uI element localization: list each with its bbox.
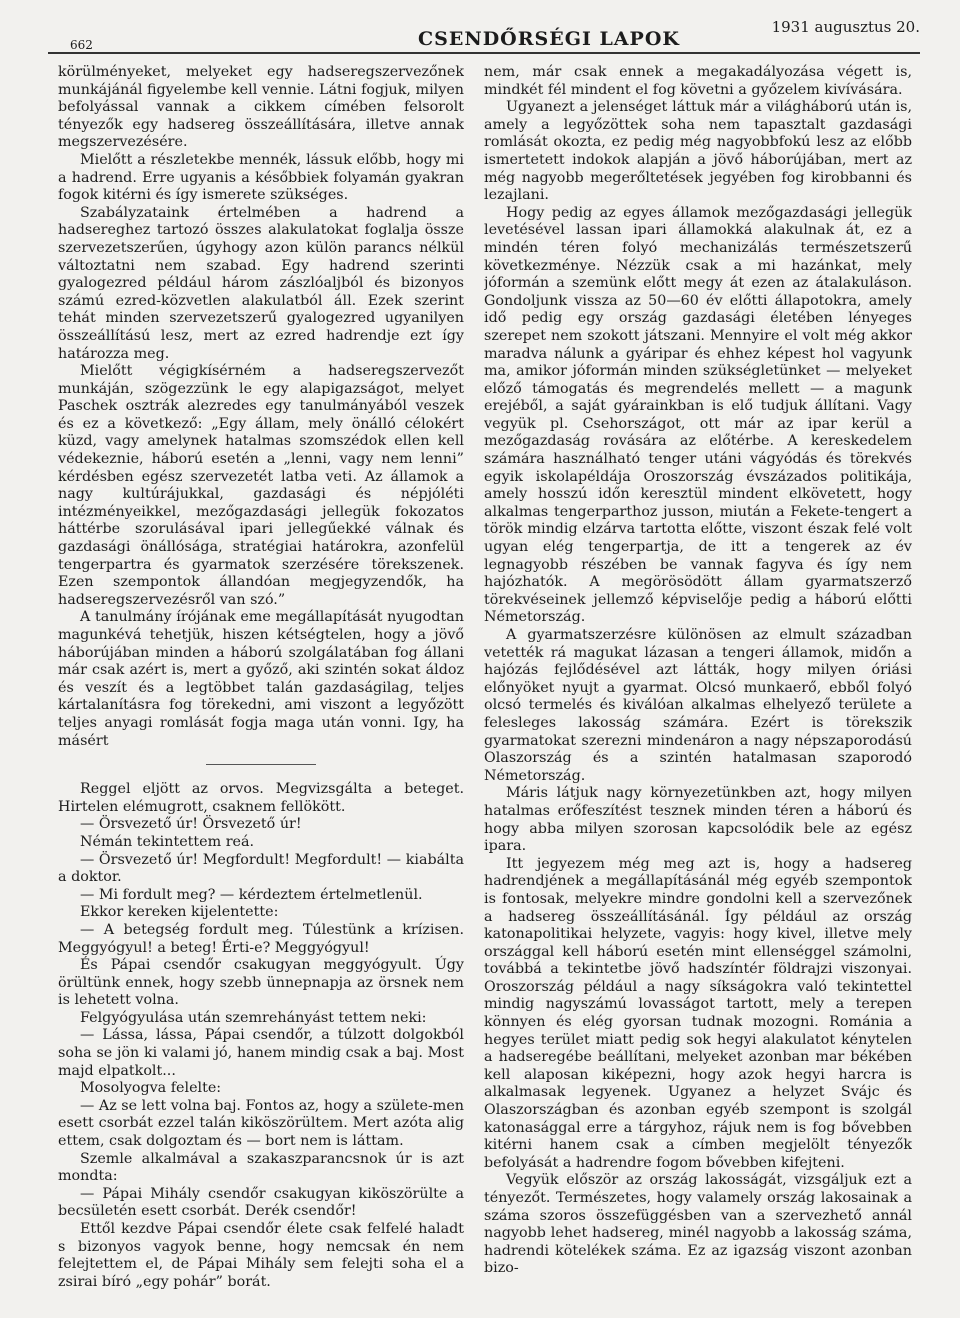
paragraph: Némán tekintettem reá. [80, 833, 255, 850]
story-continuation [58, 781, 464, 1291]
paragraph: Ettől kezdve Pápai csendőr élete csak felfelé haladt s bizonyos vagyok benne, hogy nemcsak én nem felejtettem el, de Pápai Mihály sem felejti soha el a zsirai bíró „egy pohár” borát. [58, 1221, 464, 1290]
paragraph: — Lássa, lássa, Pápai csendőr, a túlzott dolgokból soha se jön ki valami jó, hanem mindig csak a baj. Most majd elpatkolt... [58, 1027, 464, 1079]
paragraph: Hogy pedig az egyes államok mezőgazdasági jellegük levetésével lassan ipari államokká alakulnak át, ez a mindén téren folyó mechanizálás természetszerű következménye. Nézzük csak a mi hazánkat, mely jóformán a szemünk előtt megy át ezen az átalakuláson. Gondoljunk vissza az 50—60 év előtti állapotokra, amely idő pedig egy ország gazdasági életében lényeges szerepet nem szokott játszani. Mennyire el volt még akkor maradva nálunk a gyáripar és ehhez képest hol vagyunk ma, amikor jóformán minden szükségletünket — melyeket előző támogatás és megrendelés mellett — a magunk erejéből, a saját gyárainkban is elő tudjuk állítani. Vagy vegyük pl. Csehországot, ott már az ipar kerül a mezőgazdaság rovására az előtérbe. A kereskedelem számára használható tenger utáni vágyódás és törekvés egyik iskolapéldája Oroszország évszázados politikája, amely hosszú időn keresztül mindent elkövetett, hogy alkalmas tengerparthoz jusson, miután a Fekete-tengert a török mindig elzárva tartotta előtte, viszont észak felé volt ugyan elég tengerpartja, de itt a tengerek az év legnagyobb részében be vannak fagyva és így nem hajózhatók. A megörösödött állam gyarmatszerző törekvéseinek jellemző képviselője pedig a háború előtti Németország. [484, 204, 912, 626]
paragraph: — Mi fordult meg? — kérdeztem értelmetlenül. [80, 886, 423, 903]
header-rule [48, 52, 920, 54]
section-divider [206, 764, 316, 765]
page-number: 662 [70, 38, 93, 52]
masthead-title: CSENDŐRSÉGI LAPOK [418, 28, 680, 50]
paragraph: körülményeket, melyeket egy hadseregszervezőnek munkájánál figyelembe kell vennie. Látni fogjuk, milyen befolyással vannak a cikkem címében felsorolt tényezők egy hadsereg összeállítására, illetve annak megszervezésére. [58, 64, 464, 151]
issue-date: 1931 augusztus 20. [771, 18, 920, 36]
paragraph: És Pápai csendőr csakugyan meggyógyult. Úgy örültünk ennek, hogy szebb ünnepnapja az örsnek nem is lehetett volna. [58, 957, 464, 1009]
paragraph: A gyarmatszerzésre különösen az elmult században vetették rá magukat lázasan a tengeri államok, midőn a hajózás fejlődésével azt látták, hogy milyen óriási előnyöket nyujt a gyarmat. Olcsó munkaerő, ebből folyó olcsó termelés és kiválóan alkalmas elhelyező területe a felesleges lakosság számára. Ezért is törekszik gyarmatokat szerezni mindenáron a nagy népszaporodású Olaszország és a szintén hatalmasan szaporodó Németország. [484, 627, 912, 784]
paragraph: — Örsvezető úr! Megfordult! Megfordult! — kiabálta a doktor. [58, 851, 464, 886]
paragraph: — Az se lett volna baj. Fontos az, hogy a születe-men esett csorbát ezzel talán kiköszörültem. Mert azóta alig ettem, csak dolgoztam és — bort nem is láttam. [58, 1097, 464, 1150]
paragraph: Ekkor kereken kijelentette: [80, 904, 279, 921]
paragraph: Mielőtt végigkísérném a hadseregszervezőt munkáján, szögezzünk le egy alapigazságot, melyet Paschek osztrák alezredes egy tanulmányából veszek és ez a következő: „Egy állam, mely önálló célokért küzd, vagy amelynek hatalmas szomszédok ellen kell védekeznie, háború esetén a „lenni, vagy nem lenni” kérdésben egész szervezetét latba veti. Az államok a nagy kultúrájukkal, gazdasági és népjóléti intézményeikkel, mezőgazdasági jellegük fokozatos háttérbe szorulásával ipari jellegűekké válnak és gazdasági önállósága, stratégiai határokra, azonfelül tengerpartra és gyarmatok szerzésére törekszenek. Ezen szempontok állandóan megjegyzendők, ha hadseregszervezésről van szó.” [58, 363, 464, 608]
paragraph: Szabályzataink értelmében a hadrend a hadsereghez tartozó összes alakulatokat foglalja össze szervezetszerűen, úgyhogy azon külön parancs nélkül változtatni nem szabad. Egy hadrend szerinti gyalogezred például három zászlóaljból és bizonyos számú ezred-közvetlen alakulatból áll. Ezek szerint tehát minden szervezetszerű gyalogezred ugyanilyen összeállítású lesz, mert az ezred hadrendje ezt így határozza meg. [58, 204, 464, 362]
paragraph: Mosolyogva felelte: [80, 1080, 222, 1097]
paragraph: — Pápai Mihály csendőr csakugyan kiköszörülte a becsületén esett csorbát. Derék csendőr! [58, 1185, 464, 1220]
paragraph: A tanulmány írójának eme megállapítását nyugodtan magunkévá tehetjük, hiszen kétségtelen, hogy a jövő háborújában minden a háború szolgálatában fog állani már csak azért is, mert a győző, aki szintén sokat áldoz és veszít és a legtöbbet talán gazdaságilag, teljes kártalanításra fog törekedni, ami viszont a legyőzött teljes anyagi romlását fogja maga után vonni. Igy, ha másért [58, 609, 464, 749]
paragraph: Reggel eljött az orvos. Megvizsgálta a beteget. Hirtelen elémugrott, csaknem fellökött. [58, 781, 464, 815]
essay-continuation [58, 64, 464, 750]
paragraph: Itt jegyezem még meg azt is, hogy a hadsereg hadrendjének a megállapításánál még egyéb szempontok is fontosak, melyekre mindre gondolni kell a szervezőnek a hadsereg összeállításánál. Így például az ország katonapolitikai helyzete, vagyis: hogy kivel, illetve mely országgal kell háború esetén mint ellenséggel számolni, továbbá a tekintetbe jövő hadszíntér földrajzi viszonyai. Oroszország például a nagy síkságokra való tekintettel mindig nagyszámú lovasságot tartott, mely a terepen könnyen és elég gyorsan tudnak mozogni. Románia a hegyes terület miatt pedig sok hegyi alakulatot kénytelen a hadseregébe beállítani, melyeket azonban mar békében kell alaposan kiképezni, hogy azok hegyi harcra is alkalmasak legyenek. Ugyanez a helyzet Svájc és Olaszországban és azonban egyéb szempont is szolgál katonasággal erre a tárgyhoz, rájuk nem is fog bővebben kitérni hanem csak a címben megjelölt tényezők befolyását a hadrendre fogom bővebben kifejteni. [484, 855, 912, 1171]
paragraph: Máris látjuk nagy környezetünkben azt, hogy milyen hatalmas erőfeszítést tesznek minden téren a háború és hogy abba milyen szorosan kapcsolódik bele az egész ipara. [484, 785, 912, 855]
paragraph: Vegyük először az ország lakosságát, vizsgáljuk ezt a tényezőt. Természetes, hogy valamely ország lakosainak a száma szoros összefüggésben van a szervezhető annál nagyobb lehet hadsereg, minél nagyobb a lakosság száma, hadrendi kötelékek száma. Ez az igazság viszont azonban bizo- [484, 1172, 912, 1277]
paragraph: Mielőtt a részletekbe mennék, lássuk előbb, hogy mi a hadrend. Erre ugyanis a későbbiek folyamán gyakran fogok kitérni és így ismerete szükséges. [58, 151, 464, 204]
paragraph: — A betegség fordult meg. Túlestünk a krízisen. Meggyógyul! a beteg! Érti-e? Meggyógyul! [58, 921, 464, 956]
left-column [58, 64, 464, 1296]
paragraph: Ugyanezt a jelenséget láttuk már a világháború után is, amely a legyőzöttek soha nem tapasztalt gazdasági romlását okozta, ez pedig még nagyobbfokú lesz az előbb ismertetett indokok alapján a jövő háborújában, mert az még nagyobb megerőltetések jegyében fog kirobbanni és lezajlani. [484, 99, 912, 204]
paragraph: Felgyógyulása után szemrehányást tettem neki: [80, 1009, 427, 1026]
paragraph: — Örsvezető úr! Örsvezető úr! [80, 816, 302, 833]
paragraph: nem, már csak ennek a megakadályozása végett is, mindkét fél mindent el fog követni a győzelem kivívására. [484, 64, 912, 98]
page-header [48, 18, 920, 52]
paragraph: Szemle alkalmával a szakaszparancsnok úr is azt mondta: [58, 1150, 464, 1185]
right-column [484, 64, 912, 1296]
